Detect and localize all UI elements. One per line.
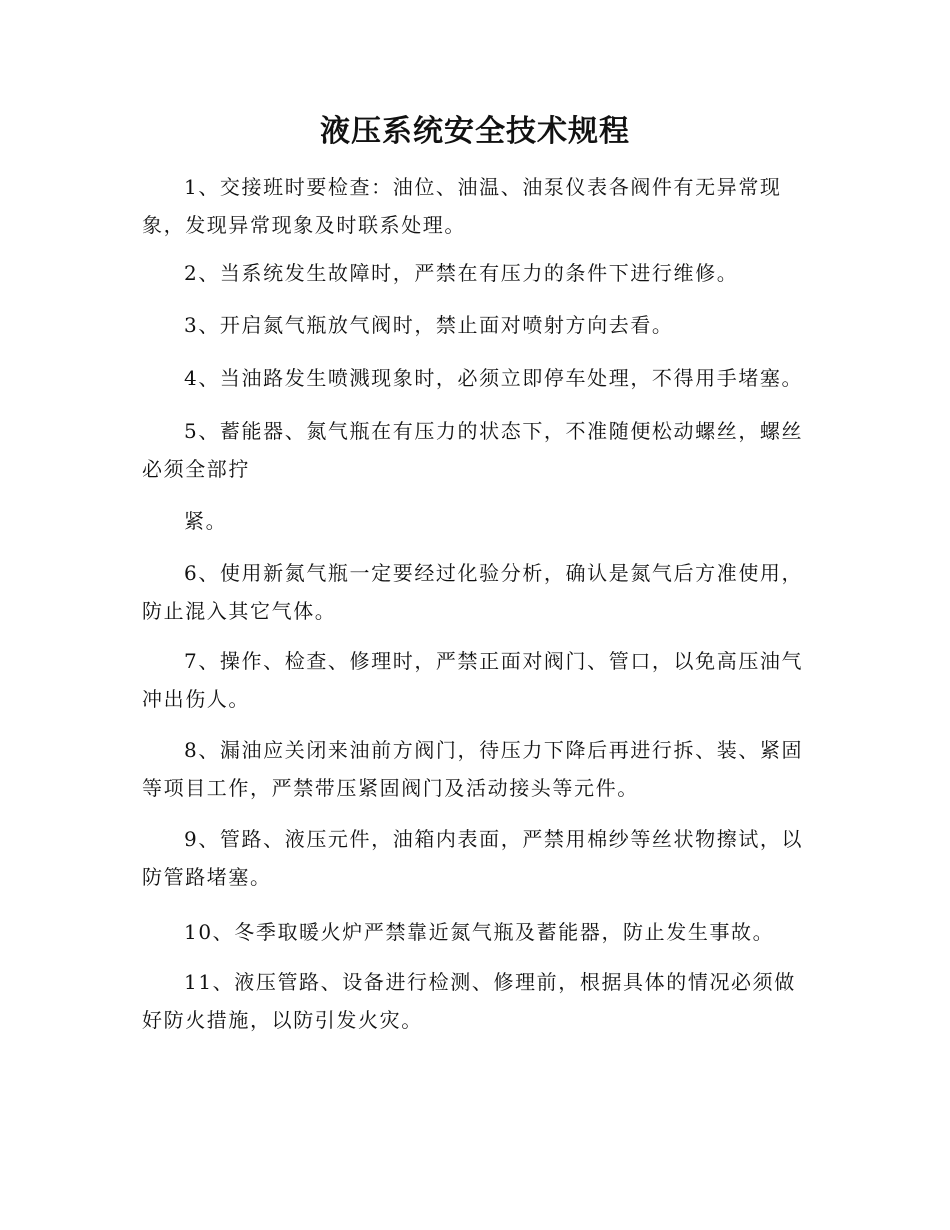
paragraph-3: 3、开启氮气瓶放气阀时，禁止面对喷射方向去看。	[184, 313, 674, 337]
paragraph-5: 5、蓄能器、氮气瓶在有压力的状态下，不准随便松动螺丝，螺丝必须全部拧	[142, 419, 804, 481]
paragraph-5-continuation: 紧。	[184, 509, 228, 533]
paragraph-10: 10、冬季取暖火炉严禁靠近氮气瓶及蓄能器，防止发生事故。	[184, 920, 775, 944]
document-title: 液压系统安全技术规程	[320, 114, 630, 149]
paragraph-11: 11、液压管路、设备进行检测、修理前，根据具体的情况必须做好防火措施，以防引发火灾。	[142, 970, 796, 1032]
paragraph-4: 4、当油路发生喷溅现象时，必须立即停车处理，不得用手堵塞。	[184, 366, 804, 390]
paragraph-8: 8、漏油应关闭来油前方阀门，待压力下降后再进行拆、装、紧固等项目工作，严禁带压紧固阀门及活动接头等元件。	[142, 738, 804, 800]
paragraph-6: 6、使用新氮气瓶一定要经过化验分析，确认是氮气后方准使用，防止混入其它气体。	[142, 561, 804, 623]
paragraph-1: 1、交接班时要检查：油位、油温、油泵仪表各阀件有无异常现象，发现异常现象及时联系处理。	[142, 175, 782, 237]
paragraph-9: 9、管路、液压元件，油箱内表面，严禁用棉纱等丝状物擦试，以防管路堵塞。	[142, 827, 804, 889]
paragraph-7: 7、操作、检查、修理时，严禁正面对阀门、管口，以免高压油气冲出伤人。	[142, 649, 804, 711]
paragraph-2: 2、当系统发生故障时，严禁在有压力的条件下进行维修。	[184, 261, 739, 285]
